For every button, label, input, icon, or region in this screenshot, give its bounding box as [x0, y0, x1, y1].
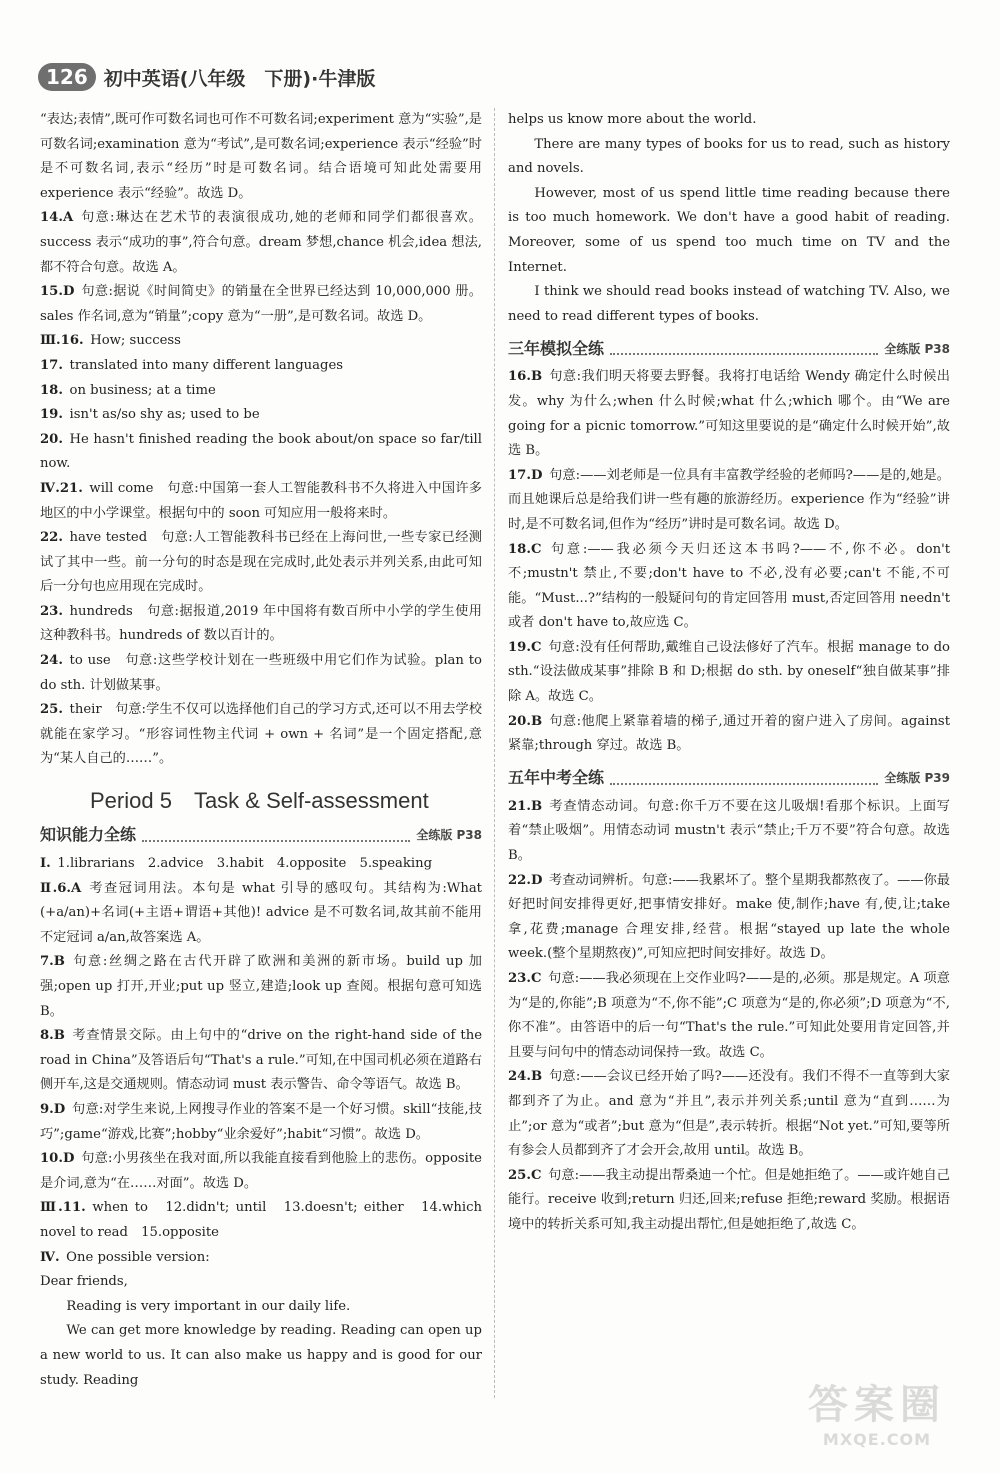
answer-text: 句意:据说《时间简史》的销量在全世界已经达到 10,000,000 册。sales 作名词,意为“销量”;copy 意为“一册”,是可数名词。故选 D。 — [40, 284, 482, 324]
answer-list-c — [40, 852, 482, 1270]
answer-number: 24.B — [508, 1069, 543, 1085]
column-divider — [494, 108, 495, 1398]
dotted-leader — [142, 840, 410, 842]
watermark-url: MXQE.COM — [822, 1430, 932, 1449]
answer-number: 7.B — [40, 954, 65, 970]
answer-item — [40, 877, 482, 951]
section-ref: 全练版 P38 — [884, 341, 950, 356]
answer-item — [40, 600, 482, 649]
letter-paragraph: We can get more knowledge by reading. Reading can open up a new world to us. It can also make us happy and is good for our study. Reading — [40, 1323, 482, 1388]
answer-text: translated into many different languages — [69, 357, 344, 373]
answer-number: 25.C — [508, 1167, 542, 1183]
answer-text: 考查冠词用法。本句是 what 引导的感叹句。其结构为:What (+a/an)+名词(+主语+谓语+其他)! advice 是不可数名词,故其前不能用不定冠词 a/an,故答案选 A。 — [40, 880, 482, 945]
answer-number: Ⅰ. — [40, 856, 51, 872]
answer-text: One possible version: — [66, 1249, 210, 1265]
left-column — [40, 108, 482, 1393]
section-ref: 全练版 P38 — [416, 828, 482, 843]
watermark-text: 答案圈 — [808, 1382, 946, 1428]
answer-item — [508, 869, 950, 967]
answer-number: 24. — [40, 653, 63, 669]
answer-item — [40, 403, 482, 428]
answer-item — [40, 950, 482, 1024]
answer-number: 8.B — [40, 1028, 65, 1044]
answer-number: 22.D — [508, 872, 543, 888]
answer-text: have tested 句意:人工智能教科书已经在上海问世,一些专家已经测试了其中一些。前一分句的时态是现在完成时,此处表示并列关系,由此可知后一分句也应用现在完成时。 — [40, 530, 482, 595]
dotted-leader — [610, 353, 878, 355]
answer-item — [40, 379, 482, 404]
section-three-year — [508, 335, 950, 361]
section-ref: 全练版 P39 — [884, 771, 950, 786]
letter-paragraph: I think we should read books instead of watching TV. Also, we need to read different types of books. — [508, 284, 950, 324]
answer-item — [40, 280, 482, 329]
answer-item — [508, 538, 950, 636]
answer-text: 句意:——我必须今天归还这本书吗?——不,你不必。don't 不;mustn't 禁止,不要;don't have to 不必,没有必要;can't 不能,不可能。“Must...?”结构的一般疑问句的肯定回答用 must,否定回答用 needn't 或者 don't have to,故应选 C。 — [508, 541, 950, 631]
answer-item — [508, 1164, 950, 1238]
answer-item — [508, 710, 950, 759]
answer-number: Ⅳ.21. — [40, 480, 83, 496]
answer-item — [508, 636, 950, 710]
letter-paragraph: However, most of us spend little time reading because there is too much homework. We don't have a good habit of reading. Moreover, some of us spend too much time on TV and the Internet. — [508, 185, 950, 275]
answer-text: isn't as/so shy as; used to be — [69, 407, 260, 423]
answer-item — [40, 1246, 482, 1271]
answer-item — [508, 464, 950, 538]
answer-list-e — [508, 795, 950, 1238]
answer-text: 句意:——我主动提出帮桑迪一个忙。但是她拒绝了。——或许她自己能行。receive 收到;return 归还,回来;refuse 拒绝;reward 奖励。根据语境中的转折关系可知,我主动提出帮忙,但是她拒绝了,故选 C。 — [508, 1167, 950, 1232]
section-title: 知识能力全练 — [40, 825, 137, 845]
page-number: 126 — [38, 63, 96, 91]
letter-paragraph: Reading is very important in our daily life. — [66, 1298, 351, 1314]
answer-item — [508, 365, 950, 463]
answer-text: on business; at a time — [69, 382, 216, 398]
answer-text: 句意:琳达在艺术节的表演很成功,她的老师和同学们都很喜欢。success 表示“成功的事”,符合句意。dream 梦想,chance 机会,idea 想法,都不符合句意。故选 A。 — [40, 210, 482, 275]
answer-number: Ⅲ.11. — [40, 1200, 86, 1216]
watermark-logo — [782, 1373, 972, 1453]
answer-number: 23.C — [508, 971, 542, 986]
answer-text: 考查动词辨析。句意:——我累坏了。整个星期我都熬夜了。——你最好把时间安排得更好,把事情安排好。make 使,制作;have 有,使,让;take 拿,花费;manage 合理安排,经营。根据“stayed up late the whole week.(整个星期熬夜)”,可知应把时间安排好。故选 D。 — [508, 872, 950, 962]
answer-number: 19. — [40, 407, 63, 423]
answer-item — [40, 1196, 482, 1245]
answer-number: 15.D — [40, 284, 75, 300]
period-title: Period 5 Task & Self-assessment — [90, 788, 429, 814]
answer-text: their 句意:学生不仅可以选择他们自己的学习方式,还可以不用去学校就能在家学习。“形容词性物主代词 + own + 名词”是一个固定搭配,意为“某人自己的……”。 — [40, 702, 482, 767]
answer-list-d — [508, 365, 950, 759]
answer-item — [40, 206, 482, 280]
answer-list-b — [40, 329, 482, 772]
answer-number: 19.C — [508, 639, 542, 655]
answer-list-a — [40, 206, 482, 329]
answer-number: 25. — [40, 702, 63, 718]
answer-number: Ⅱ.6.A — [40, 880, 82, 896]
right-column — [508, 108, 950, 1238]
section-title: 五年中考全练 — [508, 768, 605, 788]
answer-item — [40, 477, 482, 526]
answer-text: 句意:丝绸之路在古代开辟了欧洲和美洲的新市场。build up 加强;open up 打开,开业;put up 竖立,建造;look up 查阅。根据句意可知选 B。 — [40, 954, 482, 1019]
answer-item — [508, 967, 950, 1065]
answer-item — [40, 1024, 482, 1098]
answer-text: 句意:没有任何帮助,戴维自己设法修好了汽车。根据 manage to do sth.“设法做成某事”排除 B 和 D;根据 do sth. by oneself“独自做某事”排除 A。故选 C。 — [508, 639, 950, 705]
page-header — [38, 60, 375, 94]
section-title: 三年模拟全练 — [508, 338, 605, 358]
answer-text: 句意:——刘老师是一位具有丰富教学经验的老师吗?——是的,她是。而且她课后总是给我们讲一些有趣的旅游经历。experience 作为“经验”讲时,是不可数名词,但作为“经历”讲时是可数名词。故选 D。 — [508, 467, 950, 532]
dotted-leader — [610, 783, 878, 785]
answer-text: 句意:他爬上紧靠着墙的梯子,通过开着的窗户进入了房间。against 紧靠;through 穿过。故选 B。 — [508, 713, 950, 754]
answer-number: 16.B — [508, 369, 543, 385]
answer-item — [40, 526, 482, 600]
answer-text: 考查情态动词。句意:你千万不要在这儿吸烟!看那个标识。上面写着“禁止吸烟”。用情态动词 mustn't 表示“禁止;千万不要”符合句意。故选 B。 — [508, 798, 950, 864]
letter-continuation: helps us know more about the world. — [508, 112, 757, 127]
answer-item — [40, 1147, 482, 1196]
answer-number: 20.B — [508, 713, 543, 729]
answer-text: to use 句意:这些学校计划在一些班级中用它们作为试验。plan to do sth. 计划做某事。 — [40, 653, 482, 693]
letter-greeting: Dear friends, — [40, 1274, 128, 1290]
answer-number: Ⅳ. — [40, 1249, 60, 1265]
answer-item — [40, 1098, 482, 1147]
answer-item — [40, 329, 482, 354]
answer-number: 9.D — [40, 1101, 66, 1117]
answer-text: 句意:小男孩坐在我对面,所以我能直接看到他脸上的悲伤。opposite 是介词,意为“在……对面”。故选 D。 — [40, 1151, 482, 1191]
answer-text: 句意:对学生来说,上网搜寻作业的答案不是一个好习惯。skill“技能,技巧”;game“游戏,比赛”;hobby“业余爱好”;habit“习惯”。故选 D。 — [40, 1101, 482, 1142]
answer-text: He hasn't finished reading the book about/on space so far/till now. — [40, 431, 482, 472]
answer-number: 10.D — [40, 1151, 75, 1167]
answer-item — [40, 852, 482, 877]
answer-number: 14.A — [40, 210, 74, 226]
section-five-year — [508, 765, 950, 791]
answer-number: 18. — [40, 382, 63, 398]
book-title: 初中英语(八年级 下册)·牛津版 — [103, 67, 376, 90]
answer-text: 句意:——会议已经开始了吗?——还没有。我们不得不一直等到大家都到齐了为止。and 意为“并且”,表示并列关系;until 意为“直到……为止”;or 意为“或者”;but 意为“但是”,表示转折。根据“Not yet.”可知,要等所有参会人员都到齐了才会开会,故用 until。故选 B。 — [508, 1069, 950, 1159]
answer-number: 21.B — [508, 798, 543, 814]
section-knowledge — [40, 822, 482, 848]
answer-item — [40, 698, 482, 772]
letter-paragraph: There are many types of books for us to read, such as history and novels. — [508, 136, 950, 177]
answer-number: 20. — [40, 431, 63, 447]
answer-number: 17. — [40, 357, 63, 373]
answer-text: 句意:我们明天将要去野餐。我将打电话给 Wendy 确定什么时候出发。why 为什么;when 什么时候;what 什么;which 哪个。由“We are going for a picnic tomorrow.”可知这里要说的是“确定什么时候开始”,故选 B。 — [508, 369, 950, 459]
answer-text: How; success — [90, 333, 181, 349]
intro-paragraph: “表达;表情”,既可作可数名词也可作不可数名词;experiment 意为“实验”,是可数名词;examination 意为“考试”,是可数名词;experience 表示“经验”时是不可数名词,表示“经历”时是可数名词。结合语境可知此处需要用 experience 表示“经验”。故选 D。 — [40, 112, 482, 201]
answer-text: when to 12.didn't; until 13.doesn't; either 14.which novel to read 15.opposite — [40, 1200, 482, 1240]
answer-text: 考查情景交际。由上句中的“drive on the right-hand side of the road in China”及答语后句“That's a rule.”可知,在中国司机必须在道路右侧开车,这是交通规则。情态动词 must 表示警告、命令等语气。故选 B。 — [40, 1028, 482, 1093]
answer-number: 18.C — [508, 541, 542, 557]
answer-item — [508, 1065, 950, 1163]
answer-text: will come 句意:中国第一套人工智能教科书不久将进入中国许多地区的中小学课堂。根据句中的 soon 可知应用一般将来时。 — [40, 480, 482, 521]
answer-item — [40, 649, 482, 698]
answer-number: 17.D — [508, 467, 543, 483]
answer-number: Ⅲ.16. — [40, 333, 84, 349]
answer-number: 23. — [40, 603, 63, 619]
answer-item — [40, 428, 482, 477]
answer-text: 1.librarians 2.advice 3.habit 4.opposite 5.speaking — [57, 856, 433, 872]
answer-text: hundreds 句意:据报道,2019 年中国将有数百所中小学的学生使用这种教科书。hundreds of 数以百计的。 — [40, 603, 482, 644]
answer-item — [508, 795, 950, 869]
answer-item — [40, 354, 482, 379]
answer-number: 22. — [40, 530, 63, 546]
answer-text: 句意:——我必须现在上交作业吗?——是的,必须。那是规定。A 项意为“是的,你能”;B 项意为“不,你不能”;C 项意为“是的,你必须”;D 项意为“不,你不准”。由答语中的后一句“That's the rule.”可知此处要用肯定回答,并且要与问句中的情态动词保持一致。故选 C。 — [508, 971, 950, 1060]
